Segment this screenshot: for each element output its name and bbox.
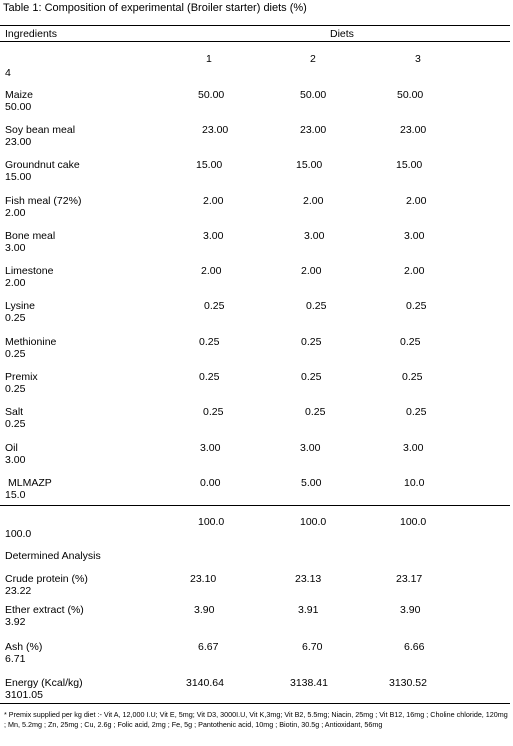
diet-number-3: 3 [415,53,421,65]
analysis-diet-2-value: 23.13 [295,573,322,585]
diet-3-value: 0.25 [400,336,421,348]
footnote-rule [0,703,510,704]
analysis-diet-2-value: 6.70 [302,641,323,653]
total-rule [0,505,510,506]
diet-3-value: 2.00 [404,265,425,277]
diet-4-value: 3.00 [5,242,26,254]
footnote: * Premix supplied per kg diet :- Vit A, 12,000 I.U; Vit E, 5mg; Vit D3, 3000I.U, Vit K,3mg; Vit B2, 5.5mg; Niacin, 25mg ; Vit B12, 16mg ; Choline chloride, 120mg ; Mn, 5.2mg ; Zn, 25mg ; Cu, 2.6g ; Folic acid, 2mg ; Fe, 5g ; Pantothenic acid, 10mg ; Biotin, 30.5g ; Antioxidant, 56mg [4,710,508,729]
ingredient-name: MLMAZP [8,477,52,489]
diet-1-value: 50.00 [198,89,225,101]
diet-2-value: 50.00 [300,89,327,101]
diet-4-value: 0.25 [5,418,26,430]
diet-3-value: 3.00 [404,230,425,242]
title-rule [0,25,510,26]
analysis-diet-1-value: 3140.64 [186,677,224,689]
diet-2-value: 3.00 [300,442,321,454]
diet-2-value: 0.25 [305,406,326,418]
diet-1-value: 2.00 [203,195,224,207]
diet-1-value: 0.25 [204,300,225,312]
diet-number-1: 1 [206,53,212,65]
diet-4-value: 15.00 [5,171,32,183]
analysis-diet-1-value: 23.10 [190,573,217,585]
analysis-diet-3-value: 6.66 [404,641,425,653]
diet-4-value: 2.00 [5,277,26,289]
analysis-diet-1-value: 6.67 [198,641,219,653]
diet-2-value: 15.00 [296,159,323,171]
ingredient-name: Salt [5,406,24,418]
diet-3-value: 15.00 [396,159,423,171]
header-rule [0,41,510,42]
diet-3-value: 50.00 [397,89,424,101]
diet-3-value: 2.00 [406,195,427,207]
diet-1-value: 0.25 [203,406,224,418]
analysis-diet-3-value: 3.90 [400,604,421,616]
diet-3-value: 10.0 [404,477,425,489]
ingredient-name: Maize [5,89,34,101]
diet-1-value: 3.00 [203,230,224,242]
analysis-diet-4-value: 23.22 [5,585,32,597]
diet-number-2: 2 [310,53,316,65]
diet-1-value: 2.00 [201,265,222,277]
diet-2-value: 0.25 [306,300,327,312]
diet-2-value: 2.00 [301,265,322,277]
analysis-diet-3-value: 3130.52 [389,677,427,689]
diet-1-value: 0.25 [199,371,220,383]
analysis-diet-4-value: 6.71 [5,653,26,665]
diet-4-value: 3.00 [5,454,26,466]
analysis-name: Ether extract (%) [5,604,84,616]
diet-2-value: 23.00 [300,124,327,136]
total-diet-1: 100.0 [198,516,225,528]
diets-header: Diets [330,28,354,40]
diet-4-value: 2.00 [5,207,26,219]
diet-2-value: 2.00 [303,195,324,207]
ingredient-name: Oil [5,442,18,454]
diet-3-value: 3.00 [403,442,424,454]
diet-4-value: 23.00 [5,136,32,148]
analysis-diet-4-value: 3101.05 [5,689,43,701]
ingredient-name: Lysine [5,300,35,312]
ingredient-name: Fish meal (72%) [5,195,82,207]
analysis-diet-4-value: 3.92 [5,616,26,628]
total-diet-4: 100.0 [5,528,32,540]
diet-4-value: 15.0 [5,489,26,501]
diet-4-value: 50.00 [5,101,32,113]
ingredient-name: Soy bean meal [5,124,76,136]
total-diet-3: 100.0 [400,516,427,528]
diet-3-value: 0.25 [406,300,427,312]
diet-1-value: 0.25 [199,336,220,348]
table-title: Table 1: Composition of experimental (Broiler starter) diets (%) [3,2,307,14]
diet-4-value: 0.25 [5,312,26,324]
diet-1-value: 15.00 [196,159,223,171]
analysis-name: Ash (%) [5,641,43,653]
diet-3-value: 0.25 [402,371,423,383]
diet-number-4: 4 [5,67,11,79]
ingredients-header: Ingredients [5,28,57,40]
diet-1-value: 0.00 [200,477,221,489]
analysis-name: Crude protein (%) [5,573,88,585]
total-diet-2: 100.0 [300,516,327,528]
ingredient-name: Premix [5,371,38,383]
diet-3-value: 23.00 [400,124,427,136]
diet-2-value: 0.25 [301,371,322,383]
ingredient-name: Limestone [5,265,54,277]
diet-2-value: 0.25 [301,336,322,348]
ingredient-name: Groundnut cake [5,159,80,171]
analysis-diet-3-value: 23.17 [396,573,423,585]
diet-1-value: 3.00 [200,442,221,454]
analysis-diet-2-value: 3.91 [298,604,319,616]
diet-1-value: 23.00 [202,124,229,136]
ingredient-name: Bone meal [5,230,56,242]
analysis-diet-2-value: 3138.41 [290,677,328,689]
analysis-name: Energy (Kcal/kg) [5,677,83,689]
analysis-heading: Determined Analysis [5,550,101,562]
ingredient-name: Methionine [5,336,57,348]
diet-2-value: 3.00 [304,230,325,242]
diet-2-value: 5.00 [301,477,322,489]
diet-4-value: 0.25 [5,348,26,360]
analysis-diet-1-value: 3.90 [194,604,215,616]
diet-3-value: 0.25 [406,406,427,418]
diet-4-value: 0.25 [5,383,26,395]
